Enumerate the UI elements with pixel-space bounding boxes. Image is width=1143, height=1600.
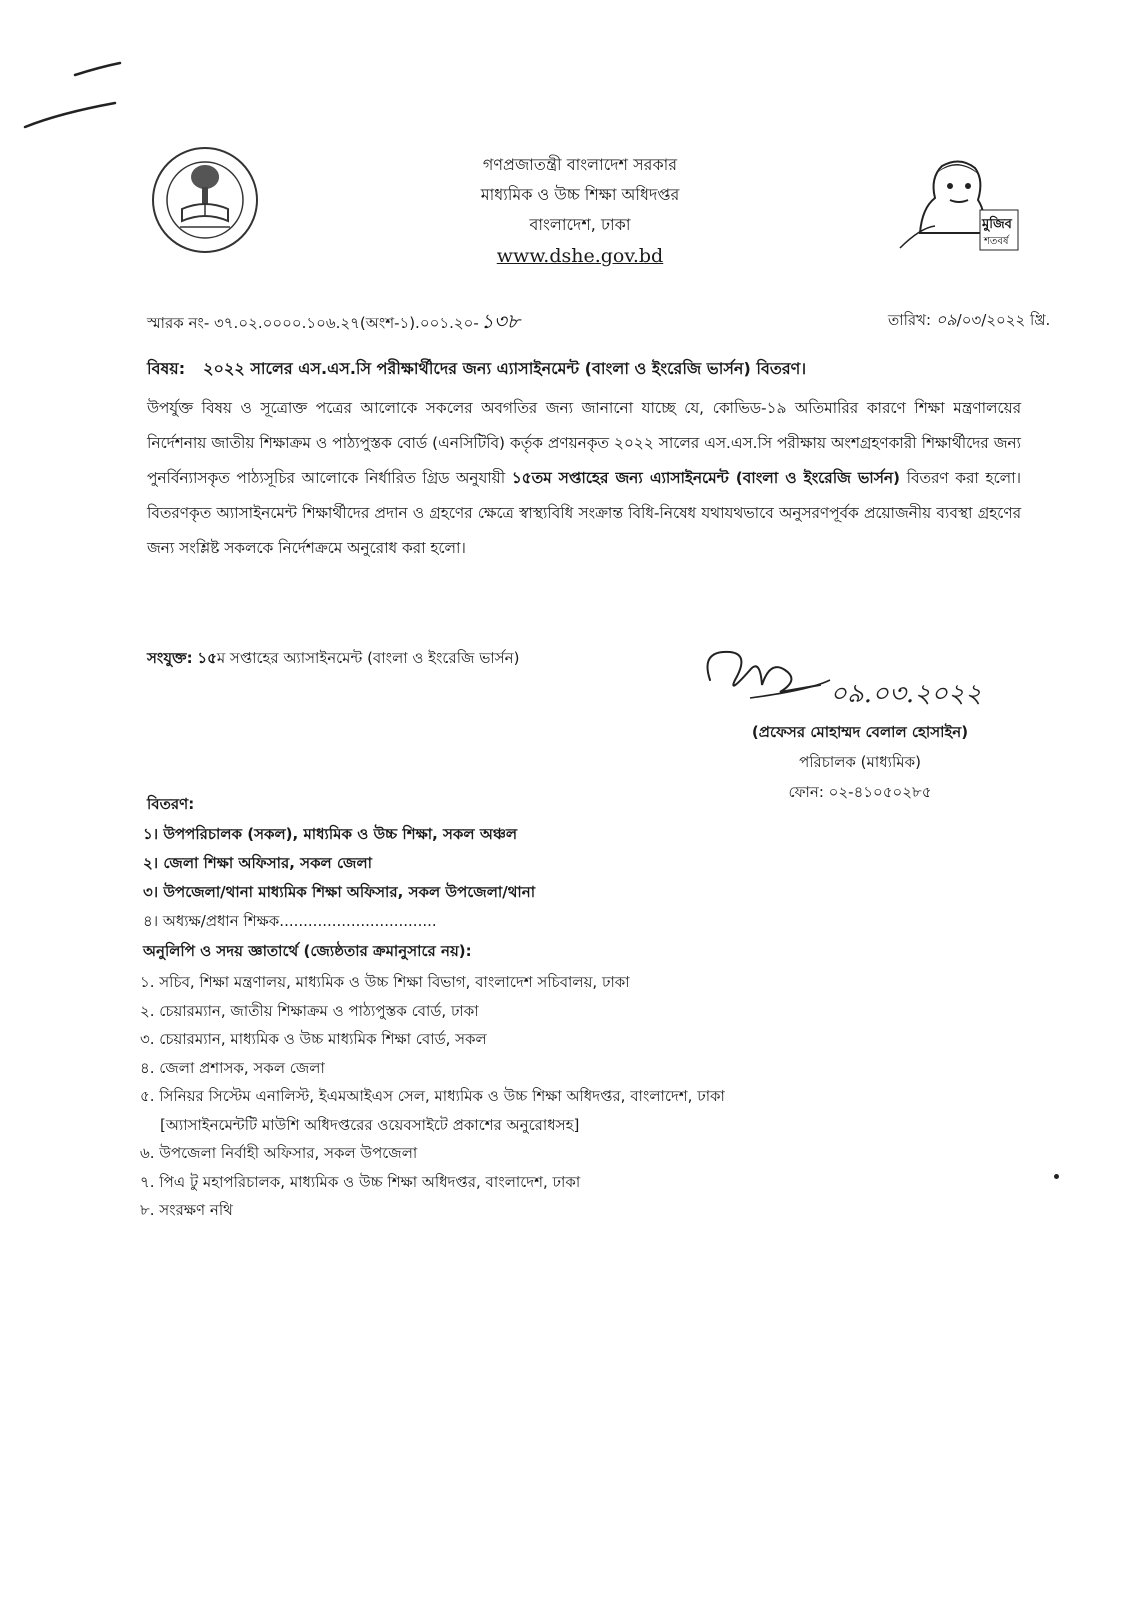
signatory-block [700, 717, 1020, 807]
letterhead [300, 150, 860, 272]
attachment-number: ১৫ [197, 649, 217, 667]
subject-label: বিষয়: [147, 359, 186, 378]
distribution-title: বিতরণ: [147, 795, 195, 813]
body-paragraph [147, 391, 1021, 566]
list-item: ২. চেয়ারম্যান, জাতীয় শিক্ষাক্রম ও পাঠ্যপুস্তক বোর্ড, ঢাকা [140, 1001, 479, 1020]
scan-speck [1054, 1174, 1059, 1179]
list-item: ২। জেলা শিক্ষা অফিসার, সকল জেলা [143, 854, 372, 872]
website-link[interactable]: www.dshe.gov.bd [496, 245, 664, 267]
list-item: ১. সচিব, শিক্ষা মন্ত্রণালয়, মাধ্যমিক ও উচ্চ শিক্ষা বিভাগ, বাংলাদেশ সচিবালয়, ঢাকা [140, 973, 630, 991]
signatory-phone: ফোন: ০২-৪১০৫০২৮৫ [788, 783, 932, 801]
body-part-1: উপর্যুক্ত বিষয় ও সূত্রোক্ত পত্রের আলোকে সকলের অবগতির জন্য জানানো যাচ্ছে যে, কোভিড-১৯ অতিমারির কারণে শিক্ষা মন্ত্রণালয়ের নির্দেশনায় জাতীয় শিক্ষাক্রম ও পাঠ্যপুস্তক বোর্ড (এনসিটিবি) কর্তৃক প্রণয়নকৃত ২০২২ সালের এস.এস.সি পরীক্ষায় অংশগ্রহণকারী শিক্ষার্থীদের জন্য পুনর্বিন্যাসকৃত পাঠ্যসূচির আলোকে নির্ধারিত গ্রিড অনুযায়ী [147, 399, 1021, 487]
list-item: ৭. পিএ টু মহাপরিচালক, মাধ্যমিক ও উচ্চ শিক্ষা অধিদপ্তর, বাংলাদেশ, ঢাকা [140, 1172, 581, 1191]
list-item: ৮. সংরক্ষণ নথি [140, 1201, 233, 1219]
distribution-list [143, 820, 535, 936]
signatory-designation: পরিচালক (মাধ্যমিক) [799, 753, 921, 771]
signature-scribble [690, 640, 1010, 720]
list-item: ১। উপপরিচালক (সকল), মাধ্যমিক ও উচ্চ শিক্ষা, সকল অঞ্চল [143, 825, 518, 843]
mujib-centenary-logo-icon [880, 148, 1020, 253]
list-item: ৫. সিনিয়র সিস্টেম এনালিস্ট, ইএমআইএস সেল, মাধ্যমিক ও উচ্চ শিক্ষা অধিদপ্তর, বাংলাদেশ, ঢাকা [140, 1087, 725, 1105]
list-item: ৬. উপজেলা নির্বাহী অফিসার, সকল উপজেলা [140, 1144, 418, 1162]
pen-mark-icon [20, 55, 130, 140]
subject-line [147, 356, 806, 383]
svg-text:মুজিব: মুজিব [982, 217, 1012, 232]
govt-name: গণপ্রজাতন্ত্রী বাংলাদেশ সরকার [482, 155, 678, 174]
date-day-handwritten: ০৯ [935, 310, 957, 329]
list-item: ৪। অধ্যক্ষ/প্রধান শিক্ষক................................. [143, 912, 437, 930]
memo-date [888, 307, 1050, 334]
memo-handwritten-number: ১৩৮ [480, 309, 520, 333]
svg-text:শতবর্ষ: শতবর্ষ [984, 236, 1009, 247]
copies-list [140, 968, 725, 1225]
copies-title: অনুলিপি ও সদয় জ্ঞাতার্থে (জ্যেষ্ঠতার ক্রমানুসারে নয়): [143, 942, 472, 960]
body-bold: ১৫তম সপ্তাহের জন্য এ্যাসাইনমেন্ট (বাংলা ও ইংরেজি ভার্সন) [511, 469, 900, 487]
emblem-logo-icon [150, 145, 260, 255]
attachment-text: ম সপ্তাহের অ্যাসাইনমেন্ট (বাংলা ও ইংরেজি ভার্সন) [216, 649, 520, 667]
department-name: মাধ্যমিক ও উচ্চ শিক্ষা অধিদপ্তর [480, 185, 680, 204]
attachment-label: সংযুক্ত: [147, 649, 193, 667]
attachment-line [147, 647, 519, 672]
signatory-name: (প্রফেসর মোহাম্মদ বেলাল হোসাইন) [751, 723, 969, 741]
signature-date: ০৯.০৩.২০২২ [830, 679, 982, 709]
memo-number: স্মারক নং- ৩৭.০২.০০০০.১০৬.২৭(অংশ-১).০০১.২০- [147, 314, 479, 332]
list-item-note: [অ্যাসাইনমেন্টটি মাউশি অধিদপ্তরের ওয়েবসাইটে প্রকাশের অনুরোধসহ] [160, 1115, 580, 1134]
list-item: ৩. চেয়ারম্যান, মাধ্যমিক ও উচ্চ মাধ্যমিক শিক্ষা বোর্ড, সকল [140, 1030, 487, 1048]
memo-reference [147, 307, 520, 340]
subject-text: ২০২২ সালের এস.এস.সি পরীক্ষার্থীদের জন্য এ্যাসাইনমেন্ট (বাংলা ও ইংরেজি ভার্সন) বিতরণ। [203, 359, 807, 378]
list-item: ৪. জেলা প্রশাসক, সকল জেলা [140, 1058, 325, 1077]
date-rest: /০৩/২০২২ খ্রি. [956, 311, 1051, 329]
date-label: তারিখ: [888, 311, 932, 329]
location: বাংলাদেশ, ঢাকা [529, 215, 631, 234]
list-item: ৩। উপজেলা/থানা মাধ্যমিক শিক্ষা অফিসার, সকল উপজেলা/থানা [143, 883, 536, 901]
body-part-2: বিতরণ করা হলো। বিতরণকৃত অ্যাসাইনমেন্ট শিক্ষার্থীদের প্রদান ও গ্রহণের ক্ষেত্রে স্বাস্থ্যবিধি সংক্রান্ত বিধি-নিষেধ যথাযথভাবে অনুসরণপূর্বক প্রয়োজনীয় ব্যবস্থা গ্রহণের জন্য সংশ্লিষ্ট সকলকে নির্দেশক্রমে অনুরোধ করা হলো। [147, 469, 1021, 557]
